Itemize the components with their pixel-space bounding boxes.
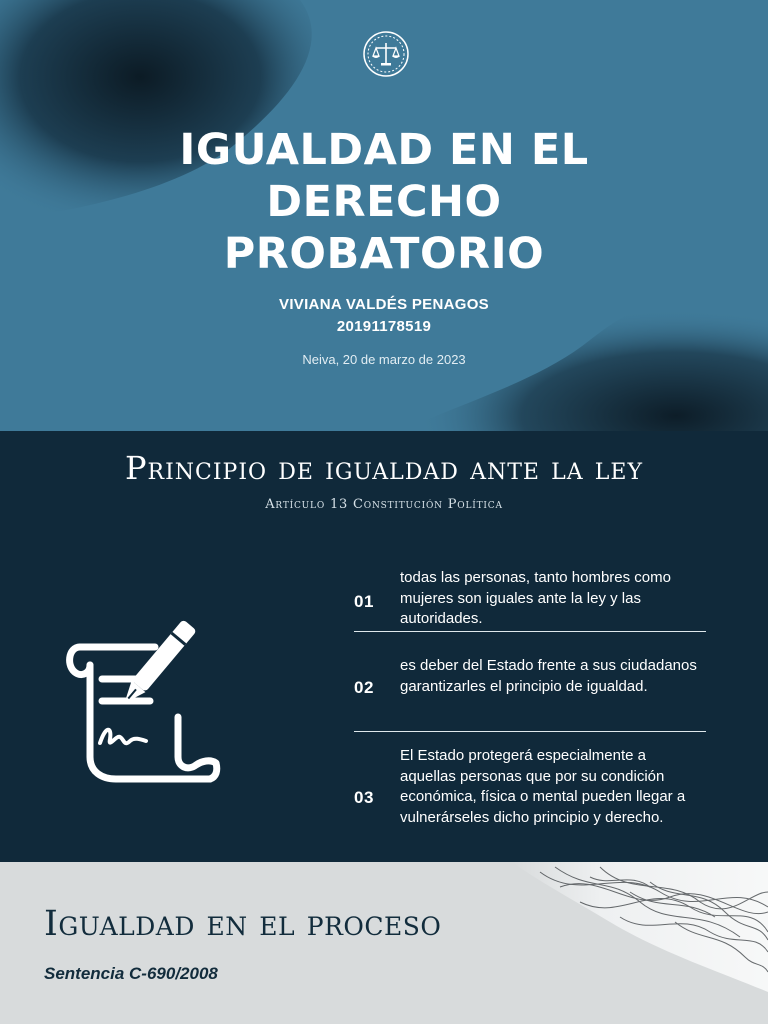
- list-item: [354, 746, 706, 856]
- title-section: [0, 0, 768, 431]
- sentence-reference: Sentencia C-690/2008: [44, 964, 218, 983]
- title-line-1: IGUALDAD EN EL: [179, 125, 589, 175]
- item-text: es deber del Estado frente a sus ciudadanos garantizarles el principio de igualdad.: [400, 657, 697, 695]
- student-id: 20191178519: [336, 318, 432, 335]
- section-title: Igualdad en el proceso: [44, 904, 442, 944]
- item-number: 02: [354, 678, 374, 697]
- item-number: 03: [354, 788, 374, 807]
- item-text: todas las personas, tanto hombres como mujeres son iguales ante la ley y las autoridades.: [400, 569, 671, 627]
- divider: [354, 731, 706, 732]
- page-title: [0, 124, 768, 280]
- decorative-scribble-texture: [500, 862, 768, 1024]
- signed-scroll-with-pen-icon: [60, 607, 235, 789]
- divider: [354, 631, 706, 632]
- scales-of-justice-icon: [362, 30, 410, 78]
- item-text: El Estado protegerá especialmente a aquellas personas que por su condición económica, física o mental pueden llegar a vulnerárseles dicho principio y derecho.: [400, 747, 686, 826]
- section-subtitle: Artículo 13 Constitución Política: [265, 497, 503, 512]
- list-item: [354, 656, 706, 732]
- item-number: 01: [354, 592, 374, 611]
- author-block: [0, 294, 768, 338]
- principle-section: [0, 431, 768, 862]
- list-item: [354, 568, 706, 632]
- title-line-3: PROBATORIO: [223, 229, 545, 279]
- author-name: VIVIANA VALDÉS PENAGOS: [279, 296, 489, 313]
- process-section: [0, 862, 768, 1024]
- place-date: Neiva, 20 de marzo de 2023: [302, 352, 466, 367]
- section-title: Principio de igualdad ante la ley: [125, 449, 643, 487]
- title-line-2: DERECHO: [266, 177, 502, 227]
